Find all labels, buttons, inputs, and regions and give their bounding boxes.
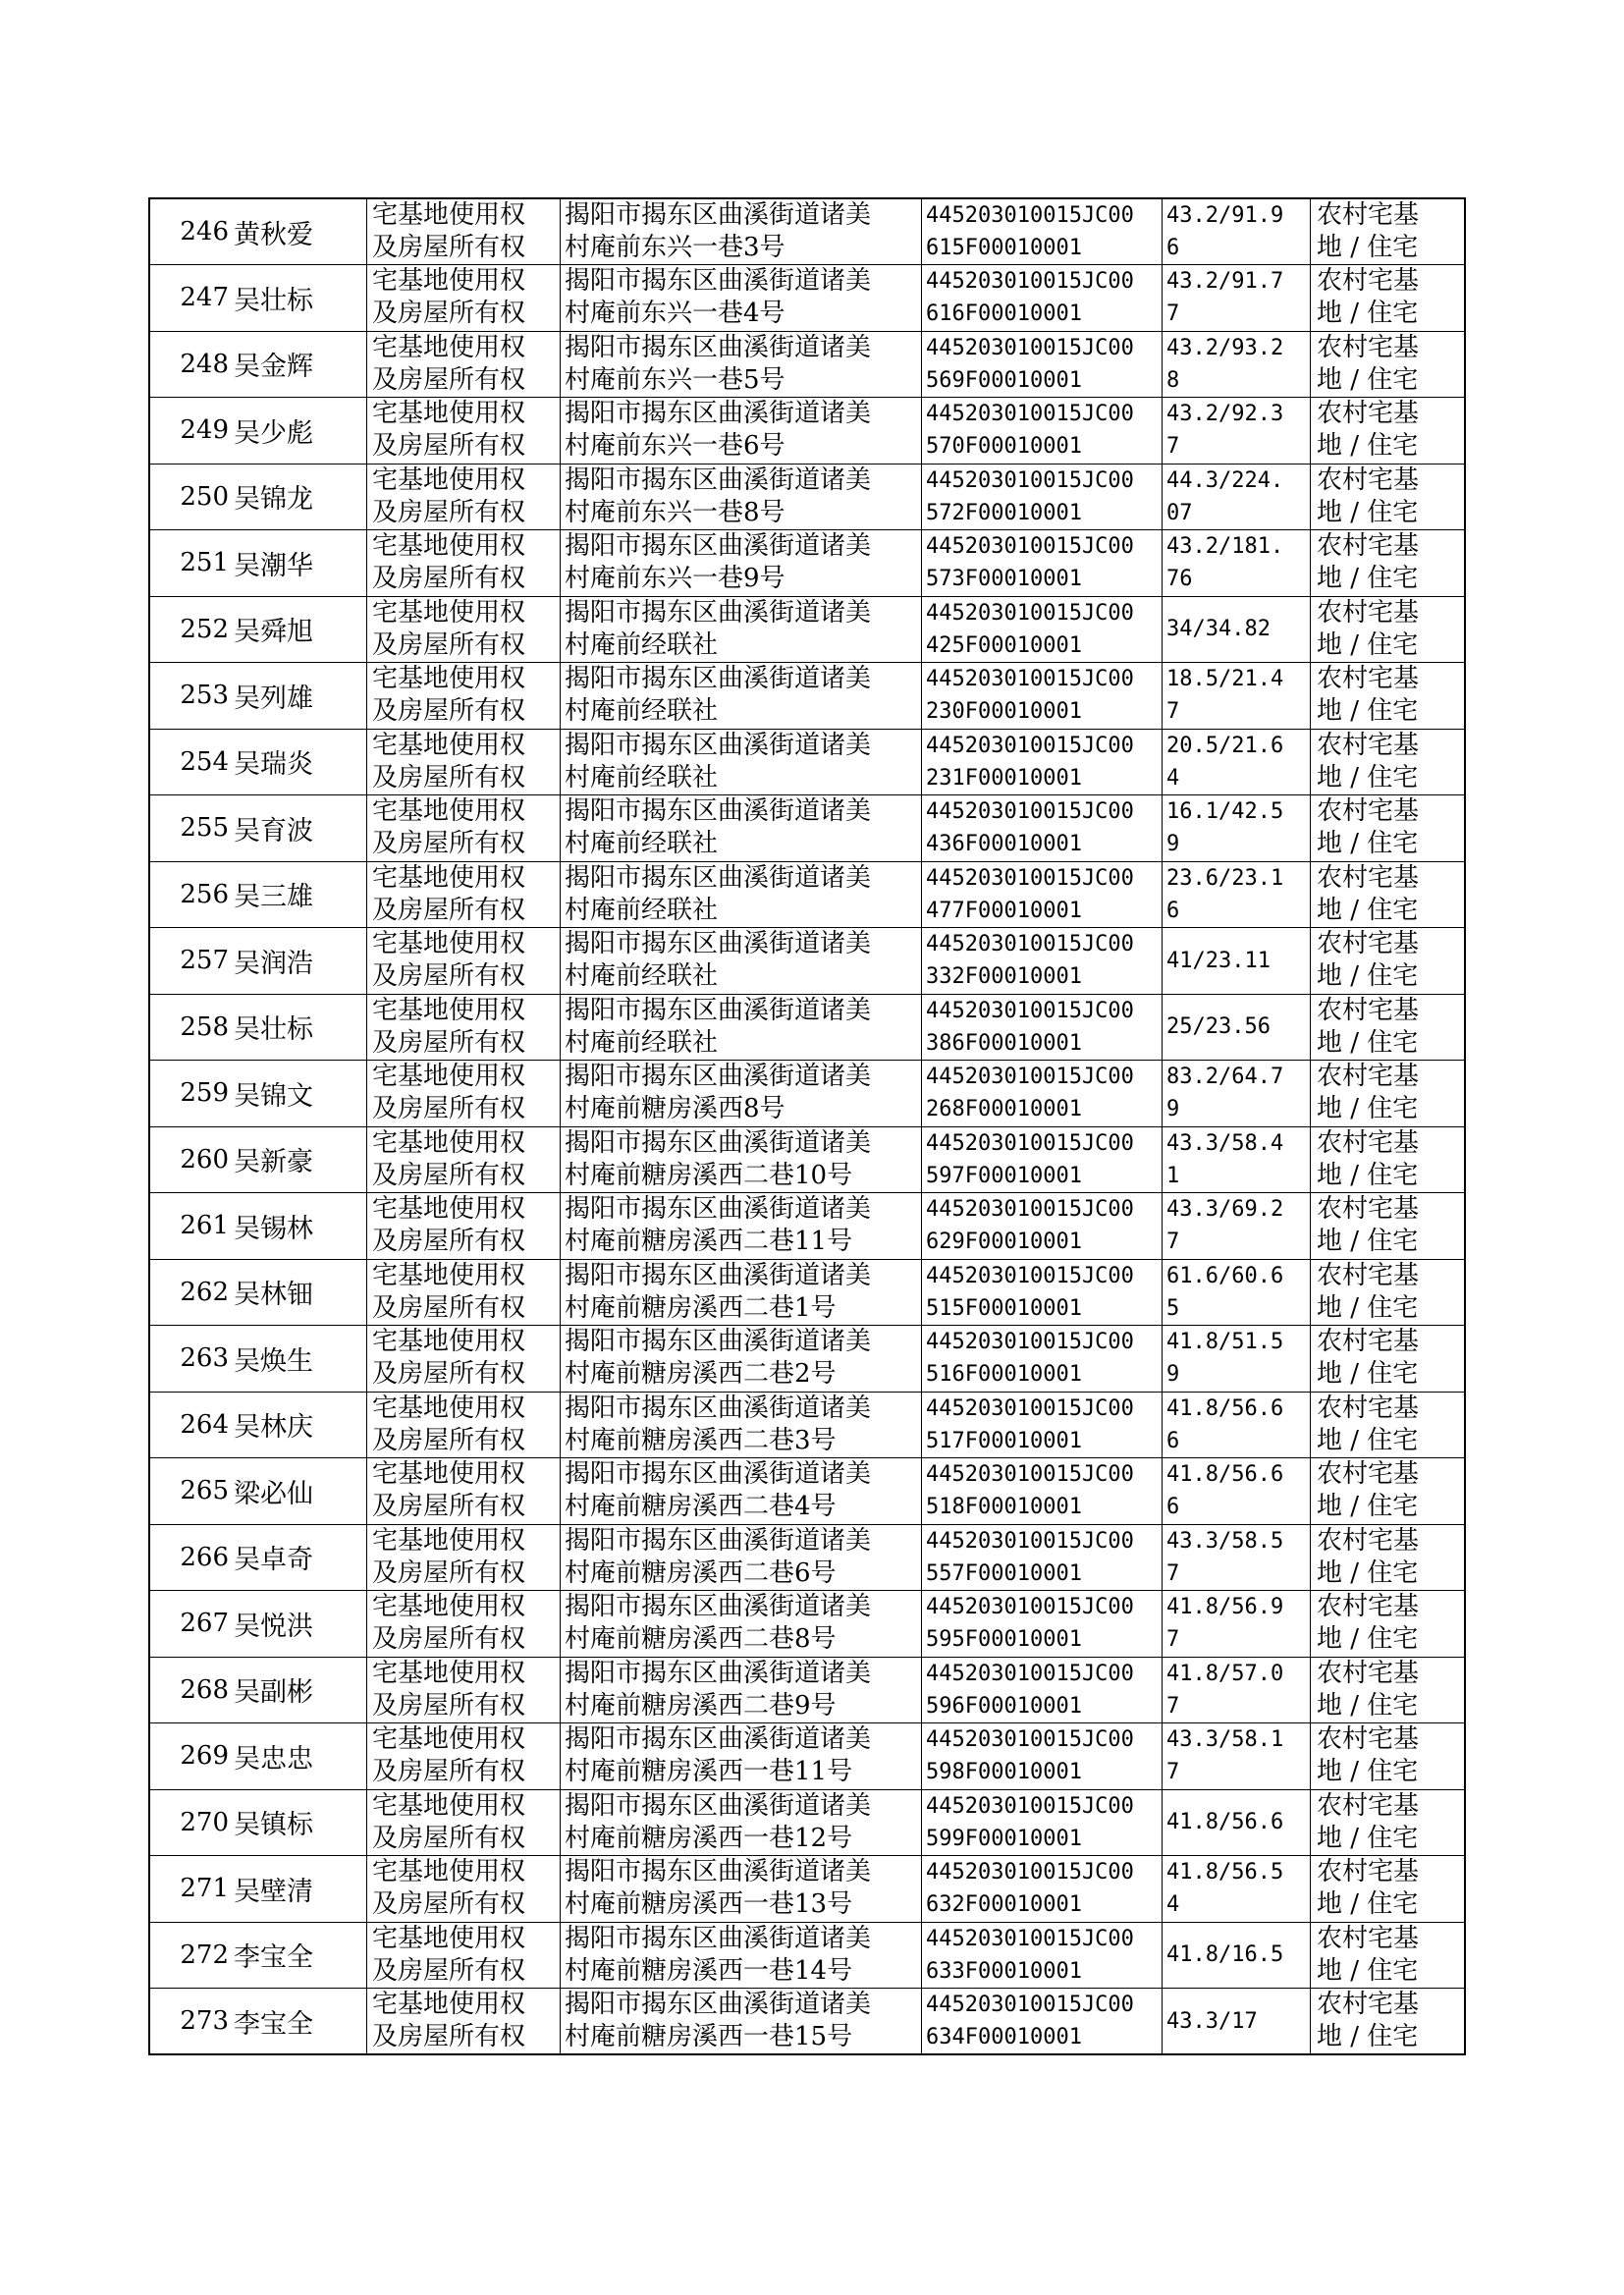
table-row: [149, 1524, 1465, 1591]
area-value: 41.8/56.9 7: [1163, 1591, 1311, 1658]
right-type: 宅基地使用权 及房屋所有权: [367, 331, 561, 398]
right-type: 宅基地使用权 及房屋所有权: [367, 1259, 561, 1326]
row-number: 267: [149, 1591, 232, 1658]
area-value: 20.5/21.6 4: [1163, 729, 1311, 795]
parcel-code: 445203010015JC00 573F00010001: [922, 530, 1163, 597]
table-row: [149, 1326, 1465, 1393]
land-use: 农村宅基 地 / 住宅: [1311, 663, 1466, 730]
table-row: [149, 464, 1465, 530]
row-number: 268: [149, 1657, 232, 1723]
row-number: 272: [149, 1922, 232, 1989]
right-type: 宅基地使用权 及房屋所有权: [367, 861, 561, 928]
property-address: 揭阳市揭东区曲溪街道诸美 村庵前糖房溪西二巷3号: [561, 1392, 922, 1458]
property-address: 揭阳市揭东区曲溪街道诸美 村庵前东兴一巷9号: [561, 530, 922, 597]
row-number: 255: [149, 795, 232, 862]
parcel-code: 445203010015JC00 477F00010001: [922, 861, 1163, 928]
row-number: 261: [149, 1193, 232, 1260]
parcel-code: 445203010015JC00 629F00010001: [922, 1193, 1163, 1260]
owner-name: 吴卓奇: [232, 1524, 367, 1591]
table-row: [149, 198, 1465, 265]
right-type: 宅基地使用权 及房屋所有权: [367, 265, 561, 332]
parcel-code: 445203010015JC00 595F00010001: [922, 1591, 1163, 1658]
area-value: 23.6/23.1 6: [1163, 861, 1311, 928]
property-address: 揭阳市揭东区曲溪街道诸美 村庵前经联社: [561, 994, 922, 1061]
table-row: [149, 729, 1465, 795]
parcel-code: 445203010015JC00 268F00010001: [922, 1061, 1163, 1127]
owner-name: 吴新豪: [232, 1126, 367, 1193]
owner-name: 吴镇标: [232, 1789, 367, 1856]
owner-name: 吴林庆: [232, 1392, 367, 1458]
right-type: 宅基地使用权 及房屋所有权: [367, 530, 561, 597]
table-row: [149, 663, 1465, 730]
owner-name: 吴少彪: [232, 398, 367, 464]
parcel-code: 445203010015JC00 597F00010001: [922, 1126, 1163, 1193]
property-address: 揭阳市揭东区曲溪街道诸美 村庵前糖房溪西二巷4号: [561, 1458, 922, 1525]
row-number: 251: [149, 530, 232, 597]
owner-name: 吴列雄: [232, 663, 367, 730]
right-type: 宅基地使用权 及房屋所有权: [367, 1392, 561, 1458]
table-row: [149, 1856, 1465, 1923]
parcel-code: 445203010015JC00 634F00010001: [922, 1989, 1163, 2055]
land-use: 农村宅基 地 / 住宅: [1311, 1524, 1466, 1591]
property-address: 揭阳市揭东区曲溪街道诸美 村庵前经联社: [561, 861, 922, 928]
right-type: 宅基地使用权 及房屋所有权: [367, 596, 561, 663]
table-row: [149, 1392, 1465, 1458]
table-row: [149, 596, 1465, 663]
land-use: 农村宅基 地 / 住宅: [1311, 1193, 1466, 1260]
land-use: 农村宅基 地 / 住宅: [1311, 530, 1466, 597]
parcel-code: 445203010015JC00 616F00010001: [922, 265, 1163, 332]
row-number: 266: [149, 1524, 232, 1591]
table-row: [149, 1922, 1465, 1989]
area-value: 41.8/51.5 9: [1163, 1326, 1311, 1393]
area-value: 41.8/57.0 7: [1163, 1657, 1311, 1723]
property-address: 揭阳市揭东区曲溪街道诸美 村庵前经联社: [561, 928, 922, 995]
table-row: [149, 398, 1465, 464]
table-row: [149, 1061, 1465, 1127]
row-number: 252: [149, 596, 232, 663]
land-use: 农村宅基 地 / 住宅: [1311, 596, 1466, 663]
table-row: [149, 1657, 1465, 1723]
row-number: 247: [149, 265, 232, 332]
owner-name: 梁必仙: [232, 1458, 367, 1525]
right-type: 宅基地使用权 及房屋所有权: [367, 1591, 561, 1658]
row-number: 256: [149, 861, 232, 928]
area-value: 43.2/93.2 8: [1163, 331, 1311, 398]
table-row: [149, 530, 1465, 597]
parcel-code: 445203010015JC00 516F00010001: [922, 1326, 1163, 1393]
land-use: 农村宅基 地 / 住宅: [1311, 1989, 1466, 2055]
row-number: 246: [149, 198, 232, 265]
owner-name: 李宝全: [232, 1989, 367, 2055]
row-number: 259: [149, 1061, 232, 1127]
area-value: 43.3/58.1 7: [1163, 1723, 1311, 1790]
parcel-code: 445203010015JC00 230F00010001: [922, 663, 1163, 730]
area-value: 43.2/91.7 7: [1163, 265, 1311, 332]
land-use: 农村宅基 地 / 住宅: [1311, 1259, 1466, 1326]
table-row: [149, 1458, 1465, 1525]
row-number: 257: [149, 928, 232, 995]
land-use: 农村宅基 地 / 住宅: [1311, 1458, 1466, 1525]
right-type: 宅基地使用权 及房屋所有权: [367, 795, 561, 862]
owner-name: 吴潮华: [232, 530, 367, 597]
row-number: 248: [149, 331, 232, 398]
owner-name: 吴壮标: [232, 265, 367, 332]
parcel-code: 445203010015JC00 386F00010001: [922, 994, 1163, 1061]
table-row: [149, 928, 1465, 995]
table-row: [149, 1126, 1465, 1193]
area-value: 41.8/56.5 4: [1163, 1856, 1311, 1923]
right-type: 宅基地使用权 及房屋所有权: [367, 1126, 561, 1193]
area-value: 83.2/64.7 9: [1163, 1061, 1311, 1127]
property-address: 揭阳市揭东区曲溪街道诸美 村庵前糖房溪西二巷2号: [561, 1326, 922, 1393]
parcel-code: 445203010015JC00 231F00010001: [922, 729, 1163, 795]
parcel-code: 445203010015JC00 569F00010001: [922, 331, 1163, 398]
area-value: 43.2/91.9 6: [1163, 198, 1311, 265]
table-row: [149, 1723, 1465, 1790]
right-type: 宅基地使用权 及房屋所有权: [367, 663, 561, 730]
property-address: 揭阳市揭东区曲溪街道诸美 村庵前糖房溪西二巷10号: [561, 1126, 922, 1193]
area-value: 25/23.56: [1163, 994, 1311, 1061]
area-value: 44.3/224. 07: [1163, 464, 1311, 530]
land-use: 农村宅基 地 / 住宅: [1311, 928, 1466, 995]
land-use: 农村宅基 地 / 住宅: [1311, 265, 1466, 332]
row-number: 254: [149, 729, 232, 795]
owner-name: 吴副彬: [232, 1657, 367, 1723]
row-number: 264: [149, 1392, 232, 1458]
land-use: 农村宅基 地 / 住宅: [1311, 331, 1466, 398]
land-use: 农村宅基 地 / 住宅: [1311, 1591, 1466, 1658]
parcel-code: 445203010015JC00 598F00010001: [922, 1723, 1163, 1790]
property-address: 揭阳市揭东区曲溪街道诸美 村庵前糖房溪西二巷6号: [561, 1524, 922, 1591]
property-address: 揭阳市揭东区曲溪街道诸美 村庵前东兴一巷6号: [561, 398, 922, 464]
owner-name: 吴三雄: [232, 861, 367, 928]
land-use: 农村宅基 地 / 住宅: [1311, 994, 1466, 1061]
right-type: 宅基地使用权 及房屋所有权: [367, 1061, 561, 1127]
land-use: 农村宅基 地 / 住宅: [1311, 795, 1466, 862]
right-type: 宅基地使用权 及房屋所有权: [367, 1193, 561, 1260]
table-row: [149, 1989, 1465, 2055]
right-type: 宅基地使用权 及房屋所有权: [367, 1524, 561, 1591]
table-row: [149, 1193, 1465, 1260]
right-type: 宅基地使用权 及房屋所有权: [367, 398, 561, 464]
land-use: 农村宅基 地 / 住宅: [1311, 861, 1466, 928]
property-address: 揭阳市揭东区曲溪街道诸美 村庵前糖房溪西一巷11号: [561, 1723, 922, 1790]
property-address: 揭阳市揭东区曲溪街道诸美 村庵前东兴一巷5号: [561, 331, 922, 398]
right-type: 宅基地使用权 及房屋所有权: [367, 1657, 561, 1723]
area-value: 43.3/69.2 7: [1163, 1193, 1311, 1260]
owner-name: 吴锡林: [232, 1193, 367, 1260]
property-address: 揭阳市揭东区曲溪街道诸美 村庵前经联社: [561, 795, 922, 862]
land-use: 农村宅基 地 / 住宅: [1311, 1061, 1466, 1127]
area-value: 41.8/56.6: [1163, 1789, 1311, 1856]
owner-name: 吴金辉: [232, 331, 367, 398]
property-address: 揭阳市揭东区曲溪街道诸美 村庵前糖房溪西二巷9号: [561, 1657, 922, 1723]
land-use: 农村宅基 地 / 住宅: [1311, 1789, 1466, 1856]
row-number: 258: [149, 994, 232, 1061]
right-type: 宅基地使用权 及房屋所有权: [367, 464, 561, 530]
land-use: 农村宅基 地 / 住宅: [1311, 729, 1466, 795]
owner-name: 吴育波: [232, 795, 367, 862]
property-address: 揭阳市揭东区曲溪街道诸美 村庵前经联社: [561, 729, 922, 795]
parcel-code: 445203010015JC00 515F00010001: [922, 1259, 1163, 1326]
parcel-code: 445203010015JC00 633F00010001: [922, 1922, 1163, 1989]
property-address: 揭阳市揭东区曲溪街道诸美 村庵前糖房溪西一巷12号: [561, 1789, 922, 1856]
row-number: 262: [149, 1259, 232, 1326]
owner-name: 吴壮标: [232, 994, 367, 1061]
owner-name: 吴瑞炎: [232, 729, 367, 795]
parcel-code: 445203010015JC00 599F00010001: [922, 1789, 1163, 1856]
row-number: 265: [149, 1458, 232, 1525]
right-type: 宅基地使用权 及房屋所有权: [367, 928, 561, 995]
parcel-code: 445203010015JC00 436F00010001: [922, 795, 1163, 862]
owner-name: 吴焕生: [232, 1326, 367, 1393]
parcel-code: 445203010015JC00 596F00010001: [922, 1657, 1163, 1723]
table-row: [149, 861, 1465, 928]
owner-name: 吴锦文: [232, 1061, 367, 1127]
right-type: 宅基地使用权 及房屋所有权: [367, 729, 561, 795]
row-number: 263: [149, 1326, 232, 1393]
row-number: 250: [149, 464, 232, 530]
row-number: 249: [149, 398, 232, 464]
area-value: 43.2/92.3 7: [1163, 398, 1311, 464]
owner-name: 黄秋爱: [232, 198, 367, 265]
right-type: 宅基地使用权 及房屋所有权: [367, 1458, 561, 1525]
row-number: 253: [149, 663, 232, 730]
parcel-code: 445203010015JC00 570F00010001: [922, 398, 1163, 464]
land-use: 农村宅基 地 / 住宅: [1311, 1856, 1466, 1923]
area-value: 41.8/56.6 6: [1163, 1458, 1311, 1525]
table-row: [149, 1259, 1465, 1326]
registration-table: [148, 197, 1466, 2055]
property-address: 揭阳市揭东区曲溪街道诸美 村庵前糖房溪西二巷11号: [561, 1193, 922, 1260]
row-number: 273: [149, 1989, 232, 2055]
parcel-code: 445203010015JC00 332F00010001: [922, 928, 1163, 995]
area-value: 43.2/181. 76: [1163, 530, 1311, 597]
right-type: 宅基地使用权 及房屋所有权: [367, 994, 561, 1061]
area-value: 41/23.11: [1163, 928, 1311, 995]
owner-name: 吴润浩: [232, 928, 367, 995]
table-row: [149, 1591, 1465, 1658]
parcel-code: 445203010015JC00 518F00010001: [922, 1458, 1163, 1525]
table-body: [149, 198, 1465, 2054]
parcel-code: 445203010015JC00 517F00010001: [922, 1392, 1163, 1458]
owner-name: 吴悦洪: [232, 1591, 367, 1658]
right-type: 宅基地使用权 及房屋所有权: [367, 1989, 561, 2055]
owner-name: 吴林钿: [232, 1259, 367, 1326]
right-type: 宅基地使用权 及房屋所有权: [367, 1723, 561, 1790]
parcel-code: 445203010015JC00 557F00010001: [922, 1524, 1163, 1591]
area-value: 41.8/16.5: [1163, 1922, 1311, 1989]
right-type: 宅基地使用权 及房屋所有权: [367, 1789, 561, 1856]
property-address: 揭阳市揭东区曲溪街道诸美 村庵前糖房溪西8号: [561, 1061, 922, 1127]
land-use: 农村宅基 地 / 住宅: [1311, 1723, 1466, 1790]
land-use: 农村宅基 地 / 住宅: [1311, 1657, 1466, 1723]
land-use: 农村宅基 地 / 住宅: [1311, 1392, 1466, 1458]
area-value: 16.1/42.5 9: [1163, 795, 1311, 862]
owner-name: 吴壁清: [232, 1856, 367, 1923]
area-value: 61.6/60.6 5: [1163, 1259, 1311, 1326]
right-type: 宅基地使用权 及房屋所有权: [367, 1326, 561, 1393]
right-type: 宅基地使用权 及房屋所有权: [367, 1856, 561, 1923]
row-number: 271: [149, 1856, 232, 1923]
property-address: 揭阳市揭东区曲溪街道诸美 村庵前糖房溪西二巷1号: [561, 1259, 922, 1326]
table-row: [149, 265, 1465, 332]
area-value: 43.3/17: [1163, 1989, 1311, 2055]
table-row: [149, 1789, 1465, 1856]
property-address: 揭阳市揭东区曲溪街道诸美 村庵前糖房溪西一巷13号: [561, 1856, 922, 1923]
table-row: [149, 994, 1465, 1061]
owner-name: 李宝全: [232, 1922, 367, 1989]
right-type: 宅基地使用权 及房屋所有权: [367, 1922, 561, 1989]
right-type: 宅基地使用权 及房屋所有权: [367, 198, 561, 265]
table-row: [149, 795, 1465, 862]
land-use: 农村宅基 地 / 住宅: [1311, 1326, 1466, 1393]
owner-name: 吴锦龙: [232, 464, 367, 530]
property-address: 揭阳市揭东区曲溪街道诸美 村庵前糖房溪西一巷15号: [561, 1989, 922, 2055]
property-address: 揭阳市揭东区曲溪街道诸美 村庵前糖房溪西二巷8号: [561, 1591, 922, 1658]
area-value: 43.3/58.5 7: [1163, 1524, 1311, 1591]
land-use: 农村宅基 地 / 住宅: [1311, 1126, 1466, 1193]
property-address: 揭阳市揭东区曲溪街道诸美 村庵前东兴一巷3号: [561, 198, 922, 265]
land-use: 农村宅基 地 / 住宅: [1311, 1922, 1466, 1989]
land-use: 农村宅基 地 / 住宅: [1311, 398, 1466, 464]
property-address: 揭阳市揭东区曲溪街道诸美 村庵前东兴一巷4号: [561, 265, 922, 332]
row-number: 269: [149, 1723, 232, 1790]
property-address: 揭阳市揭东区曲溪街道诸美 村庵前经联社: [561, 663, 922, 730]
parcel-code: 445203010015JC00 615F00010001: [922, 198, 1163, 265]
row-number: 270: [149, 1789, 232, 1856]
area-value: 34/34.82: [1163, 596, 1311, 663]
property-address: 揭阳市揭东区曲溪街道诸美 村庵前经联社: [561, 596, 922, 663]
owner-name: 吴舜旭: [232, 596, 367, 663]
area-value: 18.5/21.4 7: [1163, 663, 1311, 730]
area-value: 41.8/56.6 6: [1163, 1392, 1311, 1458]
parcel-code: 445203010015JC00 632F00010001: [922, 1856, 1163, 1923]
land-use: 农村宅基 地 / 住宅: [1311, 198, 1466, 265]
row-number: 260: [149, 1126, 232, 1193]
parcel-code: 445203010015JC00 425F00010001: [922, 596, 1163, 663]
area-value: 43.3/58.4 1: [1163, 1126, 1311, 1193]
land-use: 农村宅基 地 / 住宅: [1311, 464, 1466, 530]
property-address: 揭阳市揭东区曲溪街道诸美 村庵前糖房溪西一巷14号: [561, 1922, 922, 1989]
table-row: [149, 331, 1465, 398]
parcel-code: 445203010015JC00 572F00010001: [922, 464, 1163, 530]
owner-name: 吴忠忠: [232, 1723, 367, 1790]
property-address: 揭阳市揭东区曲溪街道诸美 村庵前东兴一巷8号: [561, 464, 922, 530]
